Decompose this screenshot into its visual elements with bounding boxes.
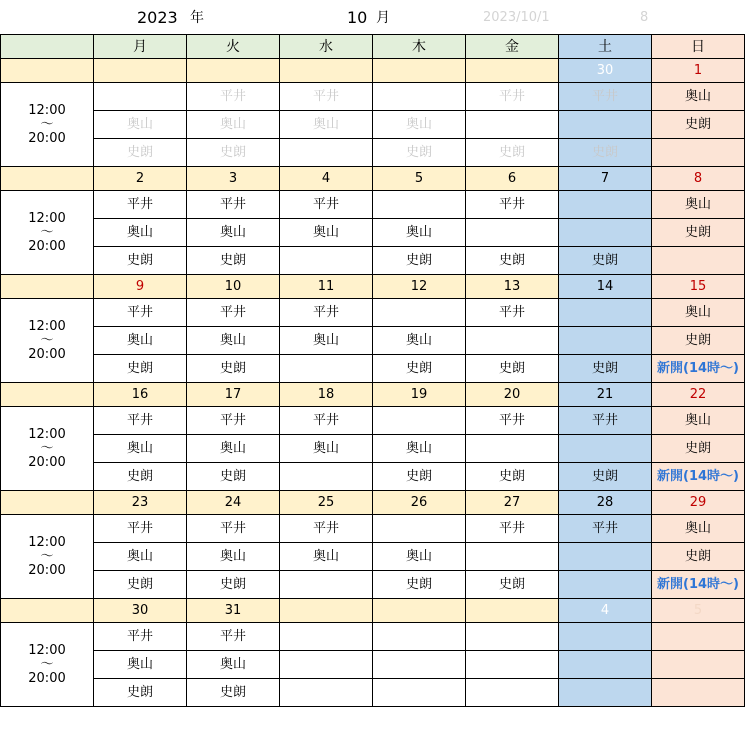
staff-cell: 史朗 bbox=[94, 139, 187, 167]
staff-cell: 平井 bbox=[466, 83, 559, 111]
date-cell: 11 bbox=[280, 275, 373, 299]
time-slot-line: 〜 bbox=[40, 440, 54, 456]
staff-cell bbox=[466, 111, 559, 139]
staff-cell: 平井 bbox=[187, 515, 280, 543]
date-cell bbox=[187, 59, 280, 83]
date-cell: 7 bbox=[559, 167, 652, 191]
date-cell: 5 bbox=[373, 167, 466, 191]
staff-cell: 史朗 bbox=[559, 247, 652, 275]
time-slot-line: 20:00 bbox=[28, 562, 66, 578]
staff-cell bbox=[94, 83, 187, 111]
staff-cell bbox=[373, 407, 466, 435]
date-cell: 28 bbox=[559, 491, 652, 515]
date-cell: 30 bbox=[94, 599, 187, 623]
staff-cell: 奥山 bbox=[652, 299, 745, 327]
date-cell: 14 bbox=[559, 275, 652, 299]
staff-cell bbox=[559, 651, 652, 679]
staff-cell: 史朗 bbox=[187, 247, 280, 275]
staff-cell bbox=[373, 515, 466, 543]
staff-cell: 史朗 bbox=[187, 463, 280, 491]
date-row-label-cell bbox=[1, 491, 94, 515]
weekday-mon: 月 bbox=[94, 35, 187, 59]
staff-cell: 奥山 bbox=[280, 435, 373, 463]
date-cell: 19 bbox=[373, 383, 466, 407]
staff-cell: 平井 bbox=[280, 299, 373, 327]
staff-cell bbox=[559, 219, 652, 247]
staff-cell: 新開(14時〜) bbox=[652, 355, 745, 383]
weekday-fri: 金 bbox=[466, 35, 559, 59]
staff-cell: 史朗 bbox=[373, 355, 466, 383]
staff-cell bbox=[559, 327, 652, 355]
staff-cell: 史朗 bbox=[373, 139, 466, 167]
staff-cell: 平井 bbox=[280, 407, 373, 435]
date-cell bbox=[466, 59, 559, 83]
shift-row bbox=[1, 111, 745, 139]
date-cell: 17 bbox=[187, 383, 280, 407]
date-cell: 2 bbox=[94, 167, 187, 191]
staff-cell: 史朗 bbox=[94, 247, 187, 275]
staff-cell: 平井 bbox=[559, 83, 652, 111]
time-slot-line: 〜 bbox=[40, 548, 54, 564]
staff-cell bbox=[559, 679, 652, 707]
staff-cell bbox=[652, 679, 745, 707]
year-label: 年 bbox=[190, 10, 204, 26]
date-cell bbox=[373, 599, 466, 623]
staff-cell bbox=[373, 83, 466, 111]
staff-cell: 奥山 bbox=[94, 111, 187, 139]
staff-cell bbox=[373, 679, 466, 707]
staff-cell bbox=[280, 247, 373, 275]
shift-row bbox=[1, 679, 745, 707]
staff-cell: 平井 bbox=[187, 407, 280, 435]
shift-row bbox=[1, 463, 745, 491]
staff-cell: 史朗 bbox=[373, 463, 466, 491]
staff-cell bbox=[280, 679, 373, 707]
time-slot-line: 12:00 bbox=[28, 210, 66, 226]
year-value: 2023 bbox=[137, 8, 178, 27]
shift-row bbox=[1, 219, 745, 247]
shift-row bbox=[1, 651, 745, 679]
time-slot-line: 〜 bbox=[40, 332, 54, 348]
staff-cell: 平井 bbox=[187, 299, 280, 327]
staff-cell: 奥山 bbox=[373, 435, 466, 463]
staff-cell: 平井 bbox=[280, 515, 373, 543]
week-date-row bbox=[1, 59, 745, 83]
shift-row bbox=[1, 623, 745, 651]
time-slot-line: 20:00 bbox=[28, 238, 66, 254]
date-cell: 24 bbox=[187, 491, 280, 515]
staff-cell bbox=[559, 543, 652, 571]
date-cell: 18 bbox=[280, 383, 373, 407]
weekday-tue: 火 bbox=[187, 35, 280, 59]
shift-row bbox=[1, 515, 745, 543]
staff-cell: 史朗 bbox=[559, 463, 652, 491]
staff-cell: 奥山 bbox=[373, 543, 466, 571]
staff-cell: 史朗 bbox=[652, 111, 745, 139]
staff-cell: 奥山 bbox=[94, 543, 187, 571]
staff-cell: 奥山 bbox=[94, 327, 187, 355]
staff-cell bbox=[652, 623, 745, 651]
date-cell: 22 bbox=[652, 383, 745, 407]
staff-cell: 平井 bbox=[280, 191, 373, 219]
staff-cell: 平井 bbox=[187, 191, 280, 219]
staff-cell: 奥山 bbox=[280, 543, 373, 571]
week-date-row bbox=[1, 275, 745, 299]
time-slot-line: 〜 bbox=[40, 656, 54, 672]
staff-cell: 史朗 bbox=[466, 247, 559, 275]
staff-cell: 平井 bbox=[94, 515, 187, 543]
staff-cell: 奥山 bbox=[187, 327, 280, 355]
shift-row bbox=[1, 327, 745, 355]
staff-cell bbox=[466, 435, 559, 463]
staff-cell: 平井 bbox=[559, 407, 652, 435]
time-slot-line: 20:00 bbox=[28, 346, 66, 362]
date-cell: 5 bbox=[652, 599, 745, 623]
shift-row bbox=[1, 355, 745, 383]
staff-cell bbox=[559, 623, 652, 651]
time-slot-line: 12:00 bbox=[28, 534, 66, 550]
staff-cell: 奥山 bbox=[187, 651, 280, 679]
time-slot-cell bbox=[1, 407, 94, 491]
weekday-sun: 日 bbox=[652, 35, 745, 59]
time-slot-line: 20:00 bbox=[28, 130, 66, 146]
week-date-row bbox=[1, 383, 745, 407]
weekday-sat: 土 bbox=[559, 35, 652, 59]
staff-cell bbox=[373, 651, 466, 679]
staff-cell bbox=[466, 623, 559, 651]
date-row-label-cell bbox=[1, 599, 94, 623]
staff-cell: 平井 bbox=[466, 515, 559, 543]
staff-cell: 奥山 bbox=[187, 543, 280, 571]
date-row-label-cell bbox=[1, 383, 94, 407]
staff-cell: 平井 bbox=[94, 623, 187, 651]
date-cell: 16 bbox=[94, 383, 187, 407]
staff-cell: 史朗 bbox=[187, 679, 280, 707]
time-slot-line: 20:00 bbox=[28, 670, 66, 686]
staff-cell: 平井 bbox=[466, 191, 559, 219]
staff-cell: 平井 bbox=[94, 299, 187, 327]
staff-cell: 奥山 bbox=[187, 111, 280, 139]
staff-cell bbox=[466, 219, 559, 247]
shift-row bbox=[1, 247, 745, 275]
staff-cell: 平井 bbox=[94, 407, 187, 435]
weekday-wed: 水 bbox=[280, 35, 373, 59]
staff-cell: 奥山 bbox=[373, 327, 466, 355]
time-slot-line: 12:00 bbox=[28, 102, 66, 118]
date-cell bbox=[466, 599, 559, 623]
date-row-label-cell bbox=[1, 167, 94, 191]
staff-cell: 平井 bbox=[94, 191, 187, 219]
weekday-corner-cell bbox=[1, 35, 94, 59]
staff-cell: 史朗 bbox=[466, 139, 559, 167]
date-cell: 20 bbox=[466, 383, 559, 407]
date-cell: 23 bbox=[94, 491, 187, 515]
staff-cell: 史朗 bbox=[94, 679, 187, 707]
time-slot-line: 12:00 bbox=[28, 426, 66, 442]
shift-row bbox=[1, 139, 745, 167]
staff-cell: 平井 bbox=[187, 623, 280, 651]
staff-cell: 奥山 bbox=[187, 435, 280, 463]
staff-cell bbox=[652, 247, 745, 275]
date-cell: 26 bbox=[373, 491, 466, 515]
staff-cell: 史朗 bbox=[187, 139, 280, 167]
staff-cell: 奥山 bbox=[94, 219, 187, 247]
staff-cell bbox=[466, 679, 559, 707]
staff-cell: 史朗 bbox=[652, 219, 745, 247]
staff-cell bbox=[559, 111, 652, 139]
time-slot-cell bbox=[1, 83, 94, 167]
time-slot-line: 〜 bbox=[40, 224, 54, 240]
staff-cell: 奥山 bbox=[652, 407, 745, 435]
staff-cell bbox=[280, 651, 373, 679]
time-slot-line: 12:00 bbox=[28, 318, 66, 334]
staff-cell bbox=[559, 435, 652, 463]
staff-cell bbox=[466, 327, 559, 355]
staff-cell bbox=[559, 571, 652, 599]
date-cell: 29 bbox=[652, 491, 745, 515]
date-row-label-cell bbox=[1, 59, 94, 83]
staff-cell bbox=[466, 651, 559, 679]
week-date-row bbox=[1, 491, 745, 515]
staff-cell: 史朗 bbox=[559, 139, 652, 167]
date-cell: 12 bbox=[373, 275, 466, 299]
shift-row bbox=[1, 191, 745, 219]
staff-cell: 史朗 bbox=[466, 571, 559, 599]
staff-cell: 奥山 bbox=[373, 111, 466, 139]
staff-cell bbox=[652, 139, 745, 167]
staff-cell bbox=[559, 299, 652, 327]
time-slot-line: 〜 bbox=[40, 116, 54, 132]
staff-cell: 史朗 bbox=[94, 463, 187, 491]
staff-cell bbox=[652, 651, 745, 679]
staff-cell: 史朗 bbox=[652, 435, 745, 463]
shift-calendar-table bbox=[0, 34, 745, 707]
shift-row bbox=[1, 83, 745, 111]
staff-cell: 史朗 bbox=[187, 355, 280, 383]
staff-cell: 新開(14時〜) bbox=[652, 463, 745, 491]
date-row-label-cell bbox=[1, 275, 94, 299]
staff-cell: 史朗 bbox=[559, 355, 652, 383]
date-cell bbox=[373, 59, 466, 83]
date-cell: 30 bbox=[559, 59, 652, 83]
staff-cell: 奥山 bbox=[187, 219, 280, 247]
staff-cell: 奥山 bbox=[280, 111, 373, 139]
staff-cell bbox=[280, 623, 373, 651]
date-cell: 9 bbox=[94, 275, 187, 299]
month-label: 月 bbox=[376, 10, 390, 26]
staff-cell bbox=[280, 463, 373, 491]
staff-cell bbox=[280, 139, 373, 167]
staff-cell: 奥山 bbox=[280, 219, 373, 247]
date-cell: 6 bbox=[466, 167, 559, 191]
staff-cell: 奥山 bbox=[94, 435, 187, 463]
date-cell: 4 bbox=[280, 167, 373, 191]
staff-cell: 史朗 bbox=[466, 355, 559, 383]
shift-row bbox=[1, 407, 745, 435]
staff-cell: 奥山 bbox=[652, 83, 745, 111]
date-cell: 4 bbox=[559, 599, 652, 623]
shift-row bbox=[1, 299, 745, 327]
date-cell: 25 bbox=[280, 491, 373, 515]
staff-cell: 平井 bbox=[466, 299, 559, 327]
month-value: 10 bbox=[347, 8, 368, 27]
staff-cell: 奥山 bbox=[373, 219, 466, 247]
shift-row bbox=[1, 571, 745, 599]
staff-cell: 史朗 bbox=[94, 571, 187, 599]
date-cell: 10 bbox=[187, 275, 280, 299]
staff-cell: 新開(14時〜) bbox=[652, 571, 745, 599]
time-slot-cell bbox=[1, 299, 94, 383]
time-slot-cell bbox=[1, 623, 94, 707]
date-cell: 27 bbox=[466, 491, 559, 515]
time-slot-cell bbox=[1, 191, 94, 275]
date-cell: 31 bbox=[187, 599, 280, 623]
staff-cell: 史朗 bbox=[373, 247, 466, 275]
staff-cell bbox=[373, 623, 466, 651]
shift-row bbox=[1, 543, 745, 571]
staff-cell bbox=[466, 543, 559, 571]
shift-row bbox=[1, 435, 745, 463]
staff-cell bbox=[280, 571, 373, 599]
staff-cell: 奥山 bbox=[280, 327, 373, 355]
staff-cell: 平井 bbox=[466, 407, 559, 435]
time-slot-line: 20:00 bbox=[28, 454, 66, 470]
staff-cell: 史朗 bbox=[652, 543, 745, 571]
staff-cell bbox=[559, 191, 652, 219]
weekday-header-row bbox=[1, 35, 745, 59]
staff-cell bbox=[280, 355, 373, 383]
date-cell: 1 bbox=[652, 59, 745, 83]
staff-cell: 平井 bbox=[187, 83, 280, 111]
reference-number: 8 bbox=[640, 10, 649, 25]
time-slot-cell bbox=[1, 515, 94, 599]
time-slot-line: 12:00 bbox=[28, 642, 66, 658]
date-cell: 3 bbox=[187, 167, 280, 191]
staff-cell: 史朗 bbox=[652, 327, 745, 355]
staff-cell: 平井 bbox=[280, 83, 373, 111]
staff-cell: 奥山 bbox=[94, 651, 187, 679]
date-cell: 8 bbox=[652, 167, 745, 191]
staff-cell: 史朗 bbox=[466, 463, 559, 491]
weekday-thu: 木 bbox=[373, 35, 466, 59]
staff-cell: 奥山 bbox=[652, 191, 745, 219]
date-cell: 21 bbox=[559, 383, 652, 407]
date-cell: 15 bbox=[652, 275, 745, 299]
staff-cell: 史朗 bbox=[187, 571, 280, 599]
date-cell bbox=[94, 59, 187, 83]
staff-cell bbox=[373, 299, 466, 327]
date-cell: 13 bbox=[466, 275, 559, 299]
date-cell bbox=[280, 59, 373, 83]
staff-cell: 平井 bbox=[559, 515, 652, 543]
date-cell bbox=[280, 599, 373, 623]
staff-cell: 奥山 bbox=[652, 515, 745, 543]
reference-date: 2023/10/1 bbox=[483, 10, 550, 25]
week-date-row bbox=[1, 167, 745, 191]
calendar-header bbox=[0, 0, 745, 34]
staff-cell: 史朗 bbox=[373, 571, 466, 599]
staff-cell bbox=[373, 191, 466, 219]
week-date-row bbox=[1, 599, 745, 623]
staff-cell: 史朗 bbox=[94, 355, 187, 383]
